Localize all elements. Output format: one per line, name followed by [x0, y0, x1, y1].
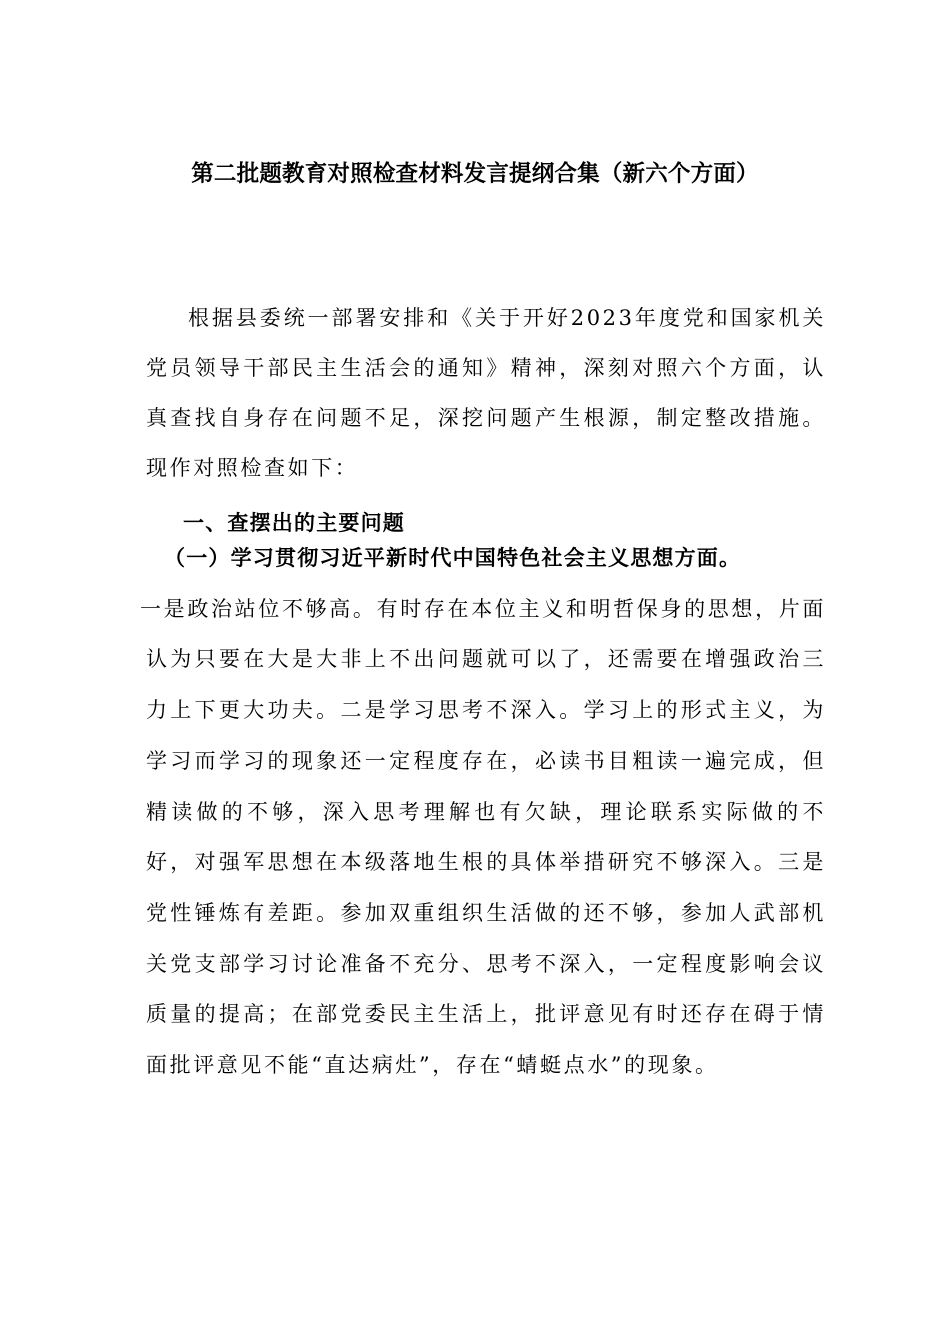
- section-heading-main-problems: 一、查摆出的主要问题: [183, 511, 405, 535]
- document-title: 第二批题教育对照检查材料发言提纲合集（新六个方面）: [191, 161, 759, 187]
- subsection-heading-study: （一）学习贯彻习近平新时代中国特色社会主义思想方面。: [164, 546, 742, 570]
- subsection-body-paragraph: 一是政治站位不够高。有时存在本位主义和明哲保身的思想，片面认为只要在大是大非上不出问题就可以了，还需要在增强政治三力上下更大功夫。二是学习思考不深入。学习上的形式主义，为学习而学习的现象还一定程度存在，必读书目粗读一遍完成，但精读做的不够，深入思考理解也有欠缺，理论联系实际做的不好，对强军思想在本级落地生根的具体举措研究不够深入。三是党性锤炼有差距。参加双重组织生活做的还不够，参加人武部机关党支部学习讨论准备不充分、思考不深入，一定程度影响会议质量的提高；在部党委民主生活上，批评意见有时还存在碍于情面批评意见不能“直达病灶”，存在“蜻蜓点水”的现象。: [140, 596, 826, 1078]
- intro-paragraph: 根据县委统一部署安排和《关于开好2023年度党和国家机关党员领导干部民主生活会的通知》精神，深刻对照六个方面，认真查找自身存在问题不足，深挖问题产生根源，制定整改措施。现作对照检查如下：: [146, 306, 826, 480]
- section-1-block: [140, 533, 826, 1091]
